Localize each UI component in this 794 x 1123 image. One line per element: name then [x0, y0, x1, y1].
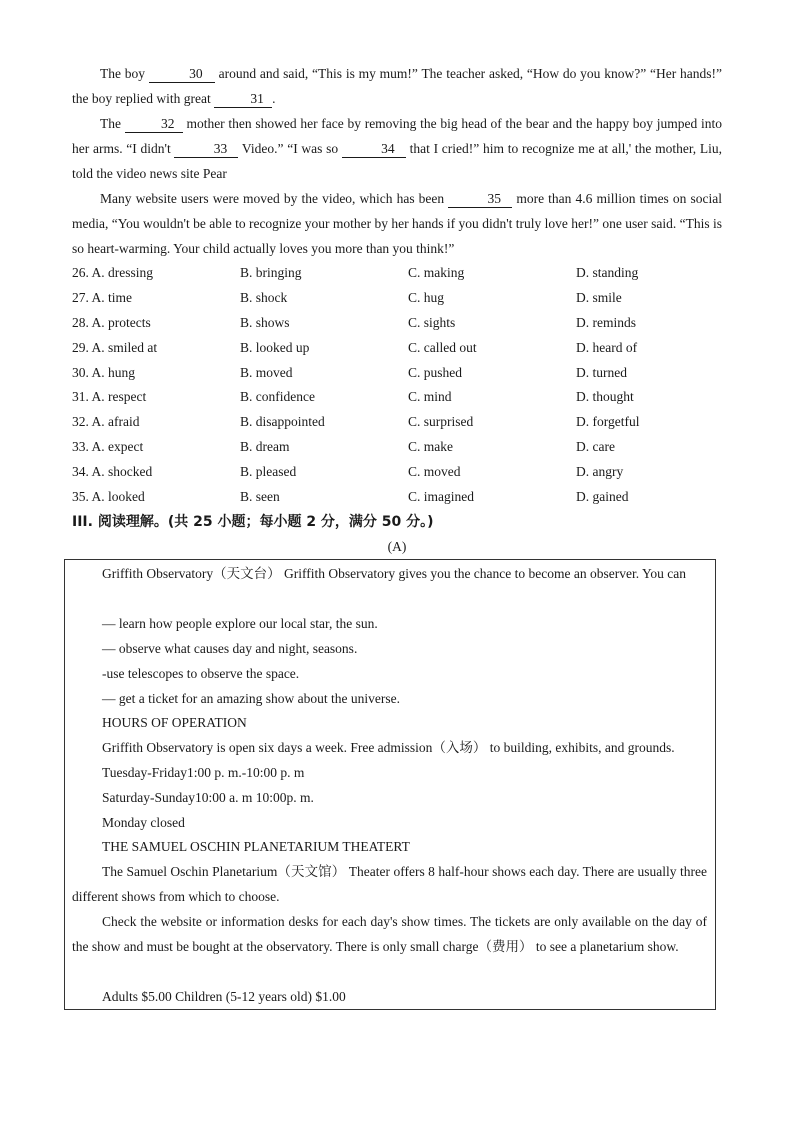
list-item: — get a ticket for an amazing show about the universe. [102, 691, 401, 706]
option-a: 27. A. time [72, 289, 132, 305]
passage-intro: Griffith Observatory（天文台） Griffith Observatory gives you the chance to become an observer. You can [102, 566, 686, 581]
option-c: C. called out [408, 339, 477, 355]
theater-info: The Samuel Oschin Planetarium（天文馆） Theater offers 8 half-hour shows each day. There are usually three different shows from which to choose. [72, 864, 707, 904]
option-row [72, 460, 722, 485]
passage-label: (A) [387, 539, 407, 554]
option-b: B. moved [240, 364, 293, 380]
cloze-paragraph-2 [72, 111, 722, 186]
option-c: C. make [408, 439, 453, 455]
option-b: B. pleased [240, 464, 297, 480]
ticket-prices: Adults $5.00 Children (5-12 years old) $1.00 [102, 989, 346, 1004]
list-item: -use telescopes to observe the space. [102, 666, 300, 681]
option-a: 35. A. looked [72, 489, 145, 505]
option-a: 28. A. protects [72, 314, 151, 330]
blank-33: 33 [174, 140, 238, 158]
option-c: C. hug [408, 289, 445, 305]
option-d: D. heard of [576, 339, 638, 355]
option-c: C. sights [408, 314, 456, 330]
weekday-hours: Tuesday-Friday1:00 p. m.-10:00 p. m [102, 765, 305, 780]
blank-32: 32 [125, 115, 183, 133]
option-a: 33. A. expect [72, 439, 144, 455]
list-item: — learn how people explore our local star, the sun. [102, 616, 378, 631]
option-c: C. making [408, 265, 465, 280]
option-d: D. standing [576, 265, 639, 280]
option-d: D. care [576, 439, 615, 455]
theater-heading: THE SAMUEL OSCHIN PLANETARIUM THEATERT [102, 839, 410, 854]
blank-35: 35 [448, 190, 512, 208]
blank-34: 34 [342, 140, 406, 158]
option-d: D. forgetful [576, 414, 640, 430]
text-run: around and said, “This is my mum!” The teacher asked, “How do you know?” “Her hands!” the boy replied with great [72, 66, 722, 106]
blank-31: 31 [214, 90, 272, 108]
option-a: 30. A. hung [72, 364, 136, 380]
list-item: — observe what causes day and night, seasons. [102, 641, 358, 656]
option-b: B. shock [240, 289, 288, 305]
option-b: B. disappointed [240, 414, 325, 430]
option-a: 29. A. smiled at [72, 339, 158, 355]
text-run: Many website users were moved by the video, which has been [100, 191, 449, 206]
cloze-paragraph-1 [72, 61, 722, 111]
option-d: D. thought [576, 389, 634, 405]
option-c: C. surprised [408, 414, 474, 430]
text-run: The boy [100, 66, 149, 81]
hours-heading: HOURS OF OPERATION [102, 715, 247, 730]
option-c: C. moved [408, 464, 461, 480]
text-run: The [100, 116, 125, 131]
option-row [72, 361, 722, 386]
option-b: B. dream [240, 439, 290, 455]
option-row [72, 385, 722, 410]
answer-options [72, 261, 722, 510]
option-row [72, 485, 722, 510]
option-d: D. angry [576, 464, 624, 480]
weekend-hours: Saturday-Sunday10:00 a. m 10:00p. m. [102, 790, 314, 805]
option-d: D. smile [576, 289, 622, 305]
text-run: mother then showed her face by removing the big head of the bear and the happy boy jumped into her arms. “I didn't [72, 116, 722, 156]
option-row [72, 261, 722, 286]
option-row [72, 311, 722, 336]
option-b: B. shows [240, 314, 290, 330]
monday-closed: Monday closed [102, 815, 185, 830]
option-b: B. bringing [240, 265, 302, 280]
text-run: Video.” “I was so [238, 141, 342, 156]
option-b: B. confidence [240, 389, 315, 405]
option-a: 34. A. shocked [72, 464, 153, 480]
tickets-info: Check the website or information desks for each day's show times. The tickets are only available on the day of the show and must be bought at the observatory. There is only small charge（费用） to see a planetarium show. [72, 914, 707, 954]
hours-info: Griffith Observatory is open six days a week. Free admission（入场） to building, exhibits, and grounds. [102, 740, 675, 755]
text-run: that I cried!” him to recognize me at all,' the mother, Liu, told the video news site Pear [72, 141, 722, 181]
text-run: more than 4.6 million times on social media, “You wouldn't be able to recognize your mother by her hands if you didn't truly love her!” one user said. “This is so heart-warming. Your child actually loves you more than you think!” [72, 191, 722, 256]
section-heading: III. 阅读理解。(共 25 小题；每小题 2 分，满分 50 分。) [72, 514, 434, 530]
passage-box [64, 559, 716, 1010]
option-d: D. gained [576, 489, 629, 505]
option-a: 32. A. afraid [72, 414, 140, 430]
option-b: B. looked up [240, 339, 310, 355]
option-c: C. imagined [408, 489, 474, 505]
option-a: 31. A. respect [72, 389, 147, 405]
option-c: C. mind [408, 389, 452, 405]
option-d: D. turned [576, 364, 627, 380]
option-row [72, 286, 722, 311]
option-d: D. reminds [576, 314, 636, 330]
option-c: C. pushed [408, 364, 462, 380]
option-a: 26. A. dressing [72, 265, 153, 280]
blank-30: 30 [149, 65, 215, 83]
text-run: . [272, 91, 276, 106]
cloze-paragraph-3 [72, 186, 722, 261]
option-row [72, 336, 722, 361]
option-row [72, 435, 722, 460]
option-b: B. seen [240, 489, 280, 505]
option-row [72, 410, 722, 435]
